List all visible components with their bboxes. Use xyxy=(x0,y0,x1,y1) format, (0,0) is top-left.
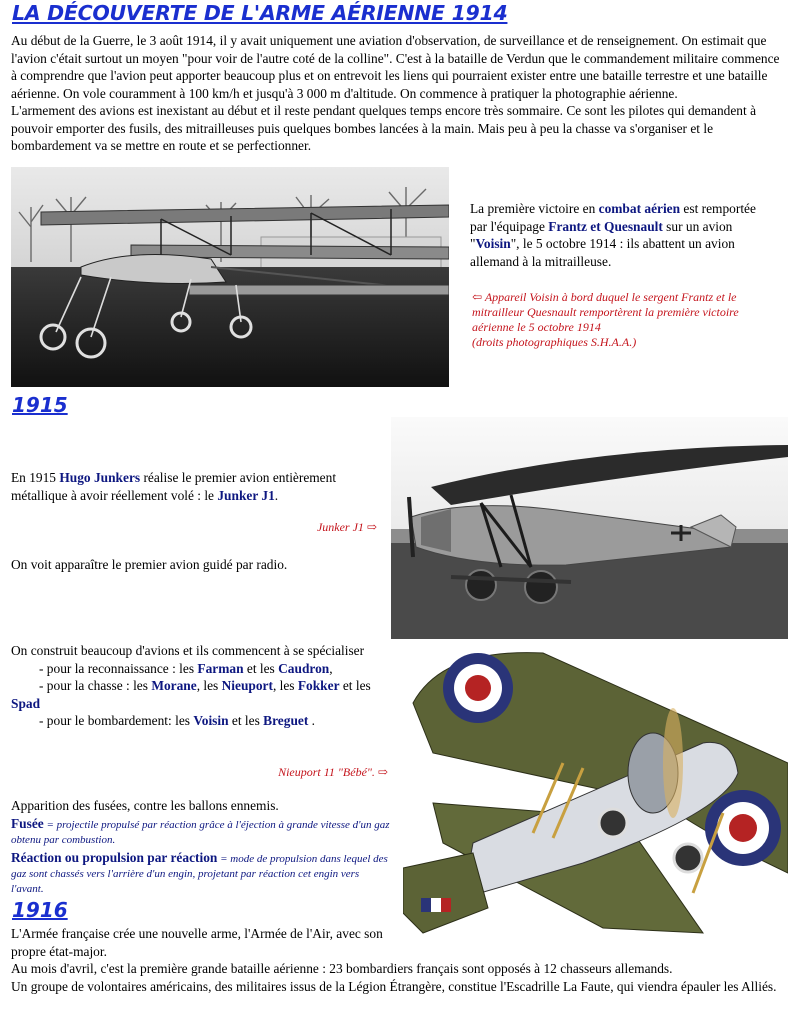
armee-air-paragraph: L'Armée française crée une nouvelle arme, l'Armée de l'Air, avec son propre état-major. xyxy=(11,926,383,959)
photo-credit: (droits photographiques S.H.A.A.) xyxy=(472,335,637,349)
y1916-text-2 xyxy=(11,960,786,995)
heading-1915: 1915 xyxy=(12,393,68,417)
text-run: est remportée par l'équipage xyxy=(470,201,756,234)
caption-text: Appareil Voisin à bord duquel le sergent Frantz et le mitrailleur Quesnault remportèrent la première victoire aérienne le 5 octobre 1914 xyxy=(472,290,739,334)
text-run: réalise le premier avion entièrement métallique à avoir réellement volé : le xyxy=(11,470,337,503)
arrow-right-icon: ⇨ xyxy=(377,765,388,779)
victory-text xyxy=(470,200,775,270)
term-reaction: Réaction ou propulsion par réaction xyxy=(11,849,218,865)
keyword-nieuport: Nieuport xyxy=(221,678,273,693)
victory-paragraph xyxy=(470,200,775,270)
voisin-caption xyxy=(472,290,777,350)
keyword-junker-j1: Junker J1 xyxy=(217,487,275,503)
nieuport-illustration xyxy=(403,643,788,943)
escadrille-paragraph: Un groupe de volontaires américains, des militaires issus de la Légion Étrangère, constitue l'Escadrille La Faute, qui viendra épauler les Alliés. xyxy=(11,978,777,994)
keyword-hugo-junkers: Hugo Junkers xyxy=(59,470,141,485)
text-run: - pour la chasse : les xyxy=(39,678,152,693)
junkers-text xyxy=(11,469,381,504)
junker-j1-photo xyxy=(391,417,788,639)
keyword-frantz-quesnault: Frantz et Quesnault xyxy=(548,218,663,234)
y1916-text-1 xyxy=(11,925,391,960)
text-run: ", le 5 octobre 1914 : ils abattent un avion allemand à la mitrailleuse. xyxy=(470,236,735,269)
text-run: - pour la reconnaissance : les xyxy=(39,660,198,676)
specialisation-text xyxy=(11,642,391,730)
keyword-combat-aerien: combat aérien xyxy=(598,201,681,216)
text-run: , les xyxy=(272,678,298,693)
intro xyxy=(11,32,781,155)
junker-caption xyxy=(317,520,377,535)
recon-line xyxy=(11,660,391,678)
text-run: - pour le bombardement: les xyxy=(39,713,194,728)
arrow-right-icon: ⇨ xyxy=(366,520,377,534)
keyword-breguet: Breguet xyxy=(263,713,309,728)
caption-text: Nieuport 11 "Bébé". xyxy=(278,765,378,779)
bataille-paragraph: Au mois d'avril, c'est la première grande bataille aérienne : 23 bombardiers français sont opposés à 12 chasseurs allemands. xyxy=(11,961,673,976)
text-run: et les xyxy=(243,660,279,676)
text-run: et les xyxy=(339,678,371,693)
rockets-paragraph: Apparition des fusées, contre les ballons ennemis. xyxy=(11,798,279,813)
radio-paragraph: On voit apparaître le premier avion guidé par radio. xyxy=(11,557,288,572)
text-run: , xyxy=(329,660,333,676)
reaction-definition xyxy=(11,850,391,897)
text-run: En 1915 xyxy=(11,470,60,485)
term-fusee: Fusée xyxy=(11,815,44,831)
keyword-voisin: Voisin xyxy=(475,236,511,251)
heading-1916: 1916 xyxy=(12,898,68,922)
junkers-paragraph xyxy=(11,469,381,504)
caption-text: Junker J1 xyxy=(316,520,367,534)
fusee-definition xyxy=(11,816,391,848)
text-run: , les xyxy=(196,678,222,693)
keyword-caudron: Caudron xyxy=(278,660,330,676)
text-run: . xyxy=(308,713,315,728)
keyword-spad: Spad xyxy=(11,695,41,711)
text-run: . xyxy=(274,487,279,503)
bombing-line xyxy=(11,712,391,730)
intro-paragraph-2: L'armement des avions est inexistant au début et il reste pendant quelques temps encore très sommaire. Ce sont les pilotes qui demandent à pouvoir emporter des fusils, des mitrailleuses puis quelques bombes lancées à la main. Mais peu à peu la chasse va s'organiser et le bombardement va se mettre en route et se perfectionner. xyxy=(11,103,757,153)
intro-paragraph-1: Au début de la Guerre, le 3 août 1914, il y avait uniquement une aviation d'observation, de surveillance et de renseignement. On estimait que l'avion c'était surtout un moyen "pour voir de l'autre coté de la colline". C'est à la bataille de Verdun que le commandement militaire commence à comprendre que l'avion peut apporter beaucoup plus et on entrevoit les liens qui pourraient exister entre une bataille terrestre et une bataille aérienne. On vole couramment à 100 km/h et jusqu'à 3 000 m d'altitude. On commence à pratiquer la photographie aérienne. xyxy=(11,33,780,101)
definition-text: = projectile propulsé par réaction grâce à l'éjection à grande vitesse d'un gaz obtenu par combustion. xyxy=(11,818,390,846)
page-title: LA DÉCOUVERTE DE L'ARME AÉRIENNE 1914 xyxy=(12,1,508,25)
rockets-section xyxy=(11,797,391,897)
text-run: et les xyxy=(228,713,264,728)
chasse-line xyxy=(11,677,391,712)
text-run: La première victoire en xyxy=(470,201,599,216)
voisin-photo xyxy=(11,167,449,387)
specialisation-intro: On construit beaucoup d'avions et ils commencent à se spécialiser xyxy=(11,643,365,658)
keyword-morane: Morane xyxy=(151,678,197,693)
nieuport-caption xyxy=(278,765,388,780)
keyword-farman: Farman xyxy=(197,660,244,676)
keyword-fokker: Fokker xyxy=(297,678,340,693)
arrow-left-icon: ⇦ xyxy=(472,290,483,304)
text-run: sur un avion " xyxy=(470,218,733,251)
keyword-voisin-bomber: Voisin xyxy=(193,713,229,728)
definition-text: = mode de propulsion dans lequel des gaz sont chassés vers l'arrière d'un engin, projetant par réaction cet engin vers l'avant. xyxy=(11,852,388,895)
